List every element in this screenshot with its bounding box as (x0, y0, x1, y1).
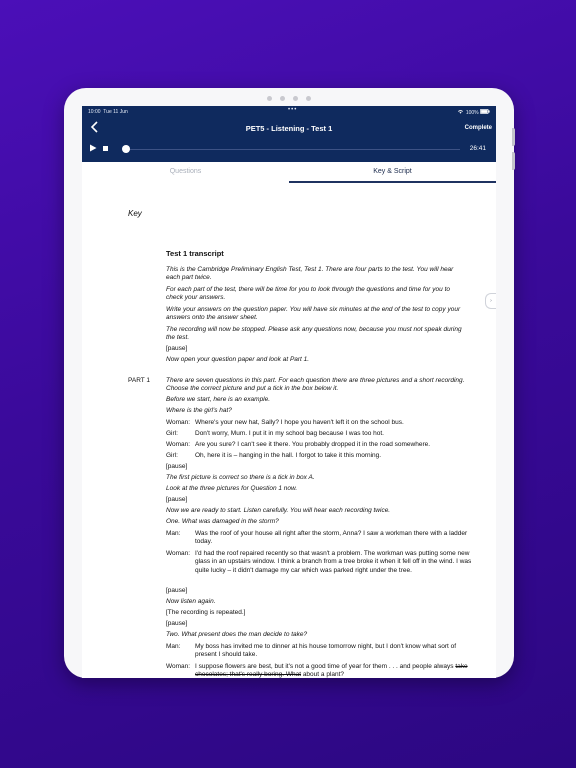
speaker-label: Woman: (166, 550, 191, 557)
tab-key-script[interactable]: Key & Script (373, 168, 412, 175)
progress-knob[interactable] (122, 145, 130, 153)
intro-paragraph: For each part of the test, there will be time for you to look through the questions and time for you to check your answers. (166, 286, 450, 302)
intro-paragraph: This is the Cambridge Preliminary English Test, Test 1. There are four parts to the test. You will hear each part twice. (166, 266, 454, 282)
top-bar (82, 106, 496, 162)
wifi-icon (457, 109, 464, 114)
tab-bar (82, 162, 496, 183)
tablet-frame (64, 88, 514, 678)
struck-text: take chocolates; that's really boring. What (195, 663, 468, 678)
speaker-label: Girl: (166, 452, 178, 459)
pause-note: [pause] (166, 496, 188, 503)
dialogue-line: I'd had the roof repaired recently so that wasn't a problem. The workman was putting some new glass in an upstairs window. I think a branch from a tree broke it when it fell off in the wind. I was quite lucky – it didn't damage my car which was parked right under the tree. (195, 550, 472, 574)
question-two: Two. What present does the man decide to take? (166, 631, 308, 638)
side-button (512, 152, 515, 170)
part-instruction: There are seven questions in this part. For each question there are three pictures and a short recording. Choose the correct picture and put a tick in the box below it. (166, 377, 465, 393)
pause-note: [pause] (166, 345, 188, 352)
battery-label: 100% (465, 110, 479, 116)
pause-note: [pause] (166, 620, 188, 627)
speaker-label: Man: (166, 643, 181, 650)
part-label: PART 1 (128, 377, 151, 384)
speaker-label: Woman: (166, 663, 191, 670)
look-note: Look at the three pictures for Question 1 now. (166, 485, 298, 492)
complete-button[interactable]: Complete (464, 125, 492, 131)
repeated-note: [The recording is repeated.] (166, 609, 246, 616)
status-time: 10:00 Tue 11 Jun (88, 109, 128, 115)
answer-note: The first picture is correct so there is a tick in box A. (166, 474, 315, 481)
dialogue-line: Oh, here it is – hanging in the hall. I forgot to take it this morning. (195, 452, 382, 459)
transcript-document (82, 183, 496, 678)
dialogue-line: Are you sure? I can't see it there. You probably dropped it in the road somewhere. (195, 441, 431, 448)
pause-note: [pause] (166, 463, 188, 470)
pause-note: [pause] (166, 587, 188, 594)
status-right (457, 109, 490, 116)
ready-note: Now we are ready to start. Listen carefully. You will hear each recording twice. (166, 507, 391, 514)
camera-dots (64, 96, 514, 101)
example-intro: Before we start, here is an example. (166, 396, 271, 403)
speaker-label: Man: (166, 530, 181, 537)
battery-icon (480, 109, 490, 114)
transcript-title: Test 1 transcript (166, 249, 224, 258)
speaker-label: Woman: (166, 419, 191, 426)
duration-label: 26:41 (469, 145, 486, 152)
side-button (512, 128, 515, 146)
dialogue-line: Where's your new hat, Sally? I hope you haven't left it on the school bus. (195, 419, 404, 426)
intro-paragraph: Write your answers on the question paper. You will have six minutes at the end of the test to copy your answers onto the answer sheet. (166, 306, 461, 322)
multitask-dots-icon[interactable]: ••• (288, 107, 298, 113)
tab-questions[interactable]: Questions (169, 168, 202, 175)
speaker-label: Girl: (166, 430, 178, 437)
listen-again-note: Now listen again. (166, 598, 216, 605)
dialogue-line: Don't worry, Mum. I put it in my school bag because I was too hot. (195, 430, 384, 437)
question-one: One. What was damaged in the storm? (166, 518, 279, 525)
dialogue-line: My boss has invited me to dinner at his house tomorrow night, but I don't know what sort of present I should take. (195, 643, 457, 659)
dialogue-line: Was the roof of your house all right after the storm, Anna? I saw a workman there with a ladder today. (195, 530, 468, 546)
page-title: PET5 - Listening - Test 1 (245, 124, 333, 133)
key-heading: Key (128, 209, 142, 218)
example-question: Where is the girl's hat? (166, 407, 232, 414)
progress-track[interactable] (126, 149, 460, 151)
status-bar (88, 108, 490, 118)
intro-paragraph: Now open your question paper and look at Part 1. (166, 356, 310, 363)
page-handle-icon[interactable]: › (485, 293, 496, 309)
play-icon[interactable] (89, 144, 97, 152)
speaker-label: Woman: (166, 441, 191, 448)
stop-icon[interactable] (103, 146, 108, 151)
app-screen (82, 106, 496, 678)
intro-paragraph: The recording will now be stopped. Please ask any questions now, because you must not speak during the test. (166, 326, 462, 342)
dialogue-line: I suppose flowers are best, but it's not a good time of year for them . . . and people always take chocolates; that's really boring. What about a plant? (195, 663, 468, 678)
